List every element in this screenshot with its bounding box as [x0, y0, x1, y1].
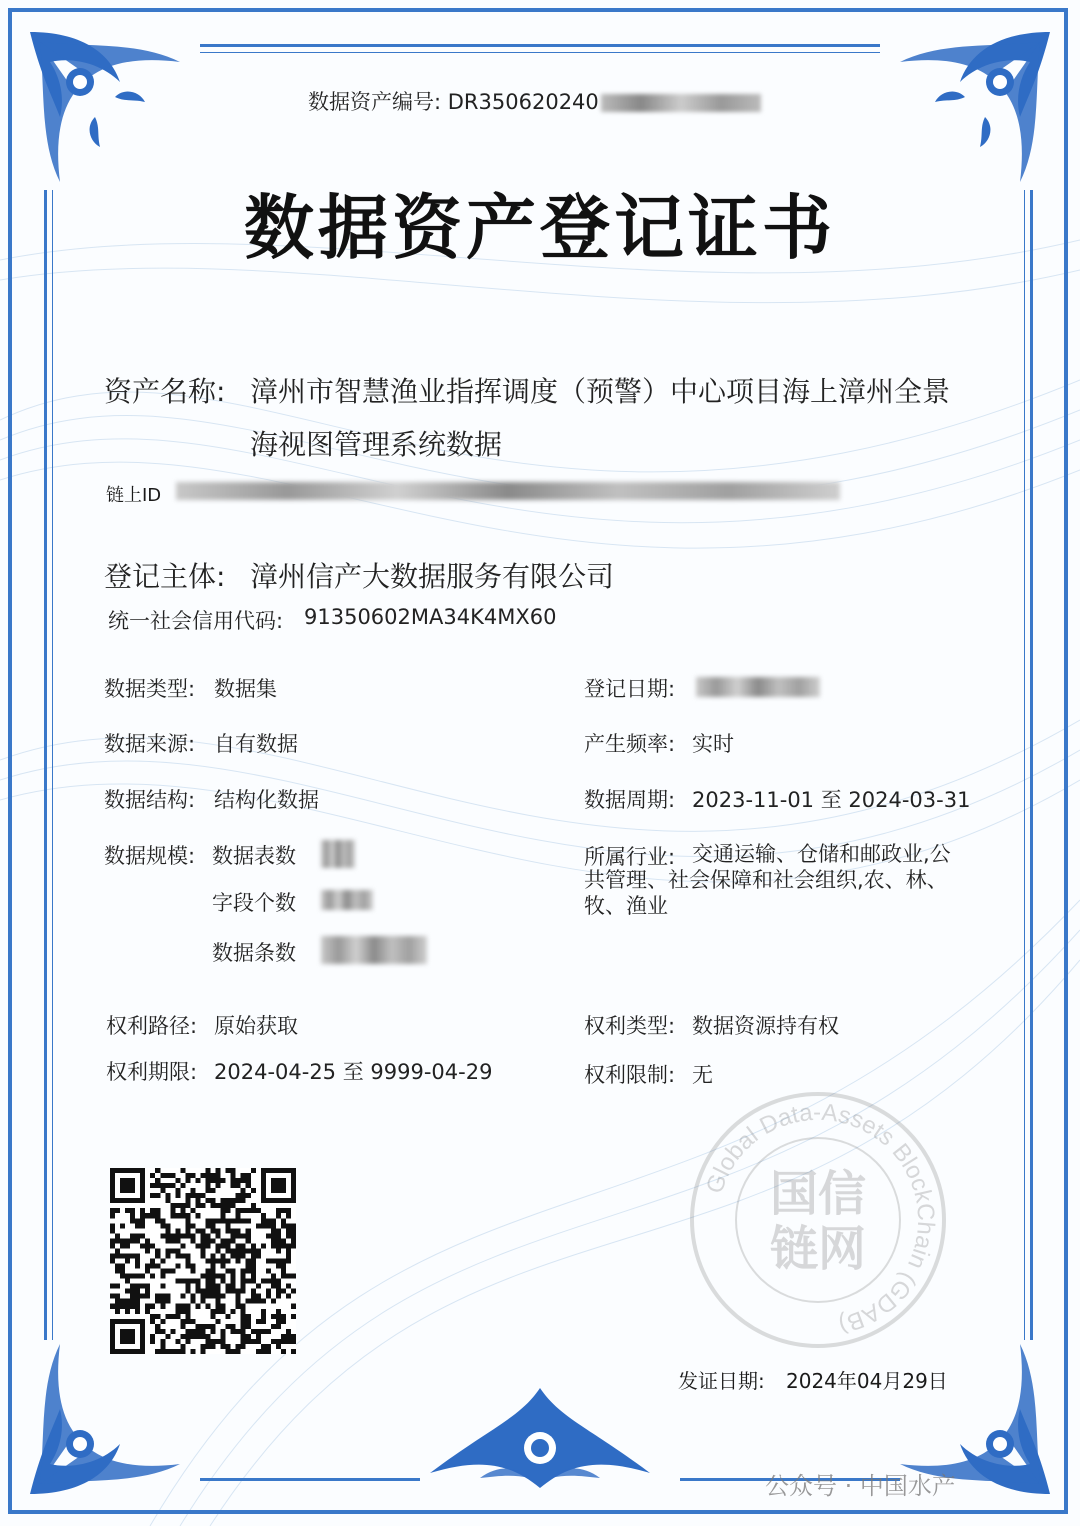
- rights-path-value: 原始获取: [214, 1014, 298, 1038]
- data-type-label: 数据类型:: [104, 677, 196, 701]
- left-rule-thin: [52, 190, 53, 1340]
- rights-limit-label: 权利限制:: [584, 1063, 676, 1087]
- serial-number: [308, 86, 761, 116]
- top-rule: [200, 44, 880, 47]
- rights-term-label: 权利期限:: [106, 1060, 198, 1084]
- seal-center-line1: 国信: [769, 1166, 867, 1222]
- issue-date-label: 发证日期:: [678, 1369, 765, 1393]
- asset-name-line2: 海视图管理系统数据: [250, 428, 503, 461]
- period-value: 2023-11-01 至 2024-03-31: [692, 788, 971, 812]
- industry-value: 交通运输、仓储和邮政业,公共管理、社会保障和社会组织,农、林、牧、渔业: [584, 842, 951, 918]
- scale-fields-label: 字段个数: [212, 891, 296, 915]
- structure-value: 结构化数据: [214, 788, 319, 812]
- data-type-value: 数据集: [214, 677, 277, 701]
- redacted-serial: [601, 94, 761, 112]
- corner-ornament-bottom-left: [20, 1334, 190, 1504]
- source-label: 数据来源:: [104, 732, 196, 756]
- freq-label: 产生频率:: [584, 732, 676, 756]
- registrant-label: 登记主体:: [104, 560, 226, 593]
- issue-date-value: 2024年04月29日: [786, 1369, 948, 1393]
- corner-ornament-top-right: [890, 22, 1060, 192]
- seal-ring-text: Global Data-Assets BlockChain (GDAB): [700, 1098, 940, 1339]
- rights-type-label: 权利类型:: [584, 1014, 676, 1038]
- freq-value: 实时: [692, 732, 734, 756]
- credit-code-value: 91350602MA34K4MX60: [304, 605, 557, 629]
- certificate-title: 数据资产登记证书: [244, 187, 836, 269]
- right-rule: [1030, 190, 1033, 1340]
- bottom-rule-left: [200, 1478, 420, 1481]
- seal-center-line2: 链网: [769, 1221, 867, 1277]
- redacted-reg-date: [696, 677, 820, 697]
- period-label: 数据周期:: [584, 788, 676, 812]
- scale-rows-label: 数据条数: [212, 941, 296, 965]
- left-rule: [44, 190, 47, 1340]
- redacted-fields: [321, 890, 373, 910]
- corner-ornament-top-left: [20, 22, 190, 192]
- rights-term-value: 2024-04-25 至 9999-04-29: [214, 1060, 493, 1084]
- source-value: 自有数据: [214, 732, 298, 756]
- redacted-chain-id: [176, 482, 840, 500]
- watermark: 公众号 · 中国水产: [765, 1472, 956, 1500]
- scale-tables-label: 数据表数: [212, 844, 296, 868]
- registrant-value: 漳州信产大数据服务有限公司: [250, 560, 615, 593]
- asset-name-line1: 漳州市智慧渔业指挥调度（预警）中心项目海上漳州全景: [250, 375, 951, 408]
- reg-date-label: 登记日期:: [584, 677, 676, 701]
- redacted-tables: [321, 840, 355, 868]
- asset-name-label: 资产名称:: [104, 375, 226, 408]
- serial-value: DR350620240: [447, 90, 599, 114]
- right-rule-thin: [1024, 190, 1025, 1340]
- qr-code[interactable]: [110, 1168, 296, 1354]
- credit-code-label: 统一社会信用代码:: [108, 609, 284, 633]
- rights-limit-value: 无: [692, 1063, 713, 1087]
- redacted-rows: [321, 936, 427, 964]
- scale-label: 数据规模:: [104, 844, 196, 868]
- gdab-seal: [688, 1090, 948, 1350]
- chain-id-label: 链上ID: [106, 485, 162, 506]
- rights-type-value: 数据资源持有权: [692, 1014, 839, 1038]
- bottom-center-ornament: [420, 1378, 660, 1498]
- top-rule-thin: [200, 52, 880, 53]
- industry-label: 所属行业:: [584, 845, 676, 869]
- rights-path-label: 权利路径:: [106, 1014, 198, 1038]
- structure-label: 数据结构:: [104, 788, 196, 812]
- serial-label: 数据资产编号:: [308, 90, 442, 114]
